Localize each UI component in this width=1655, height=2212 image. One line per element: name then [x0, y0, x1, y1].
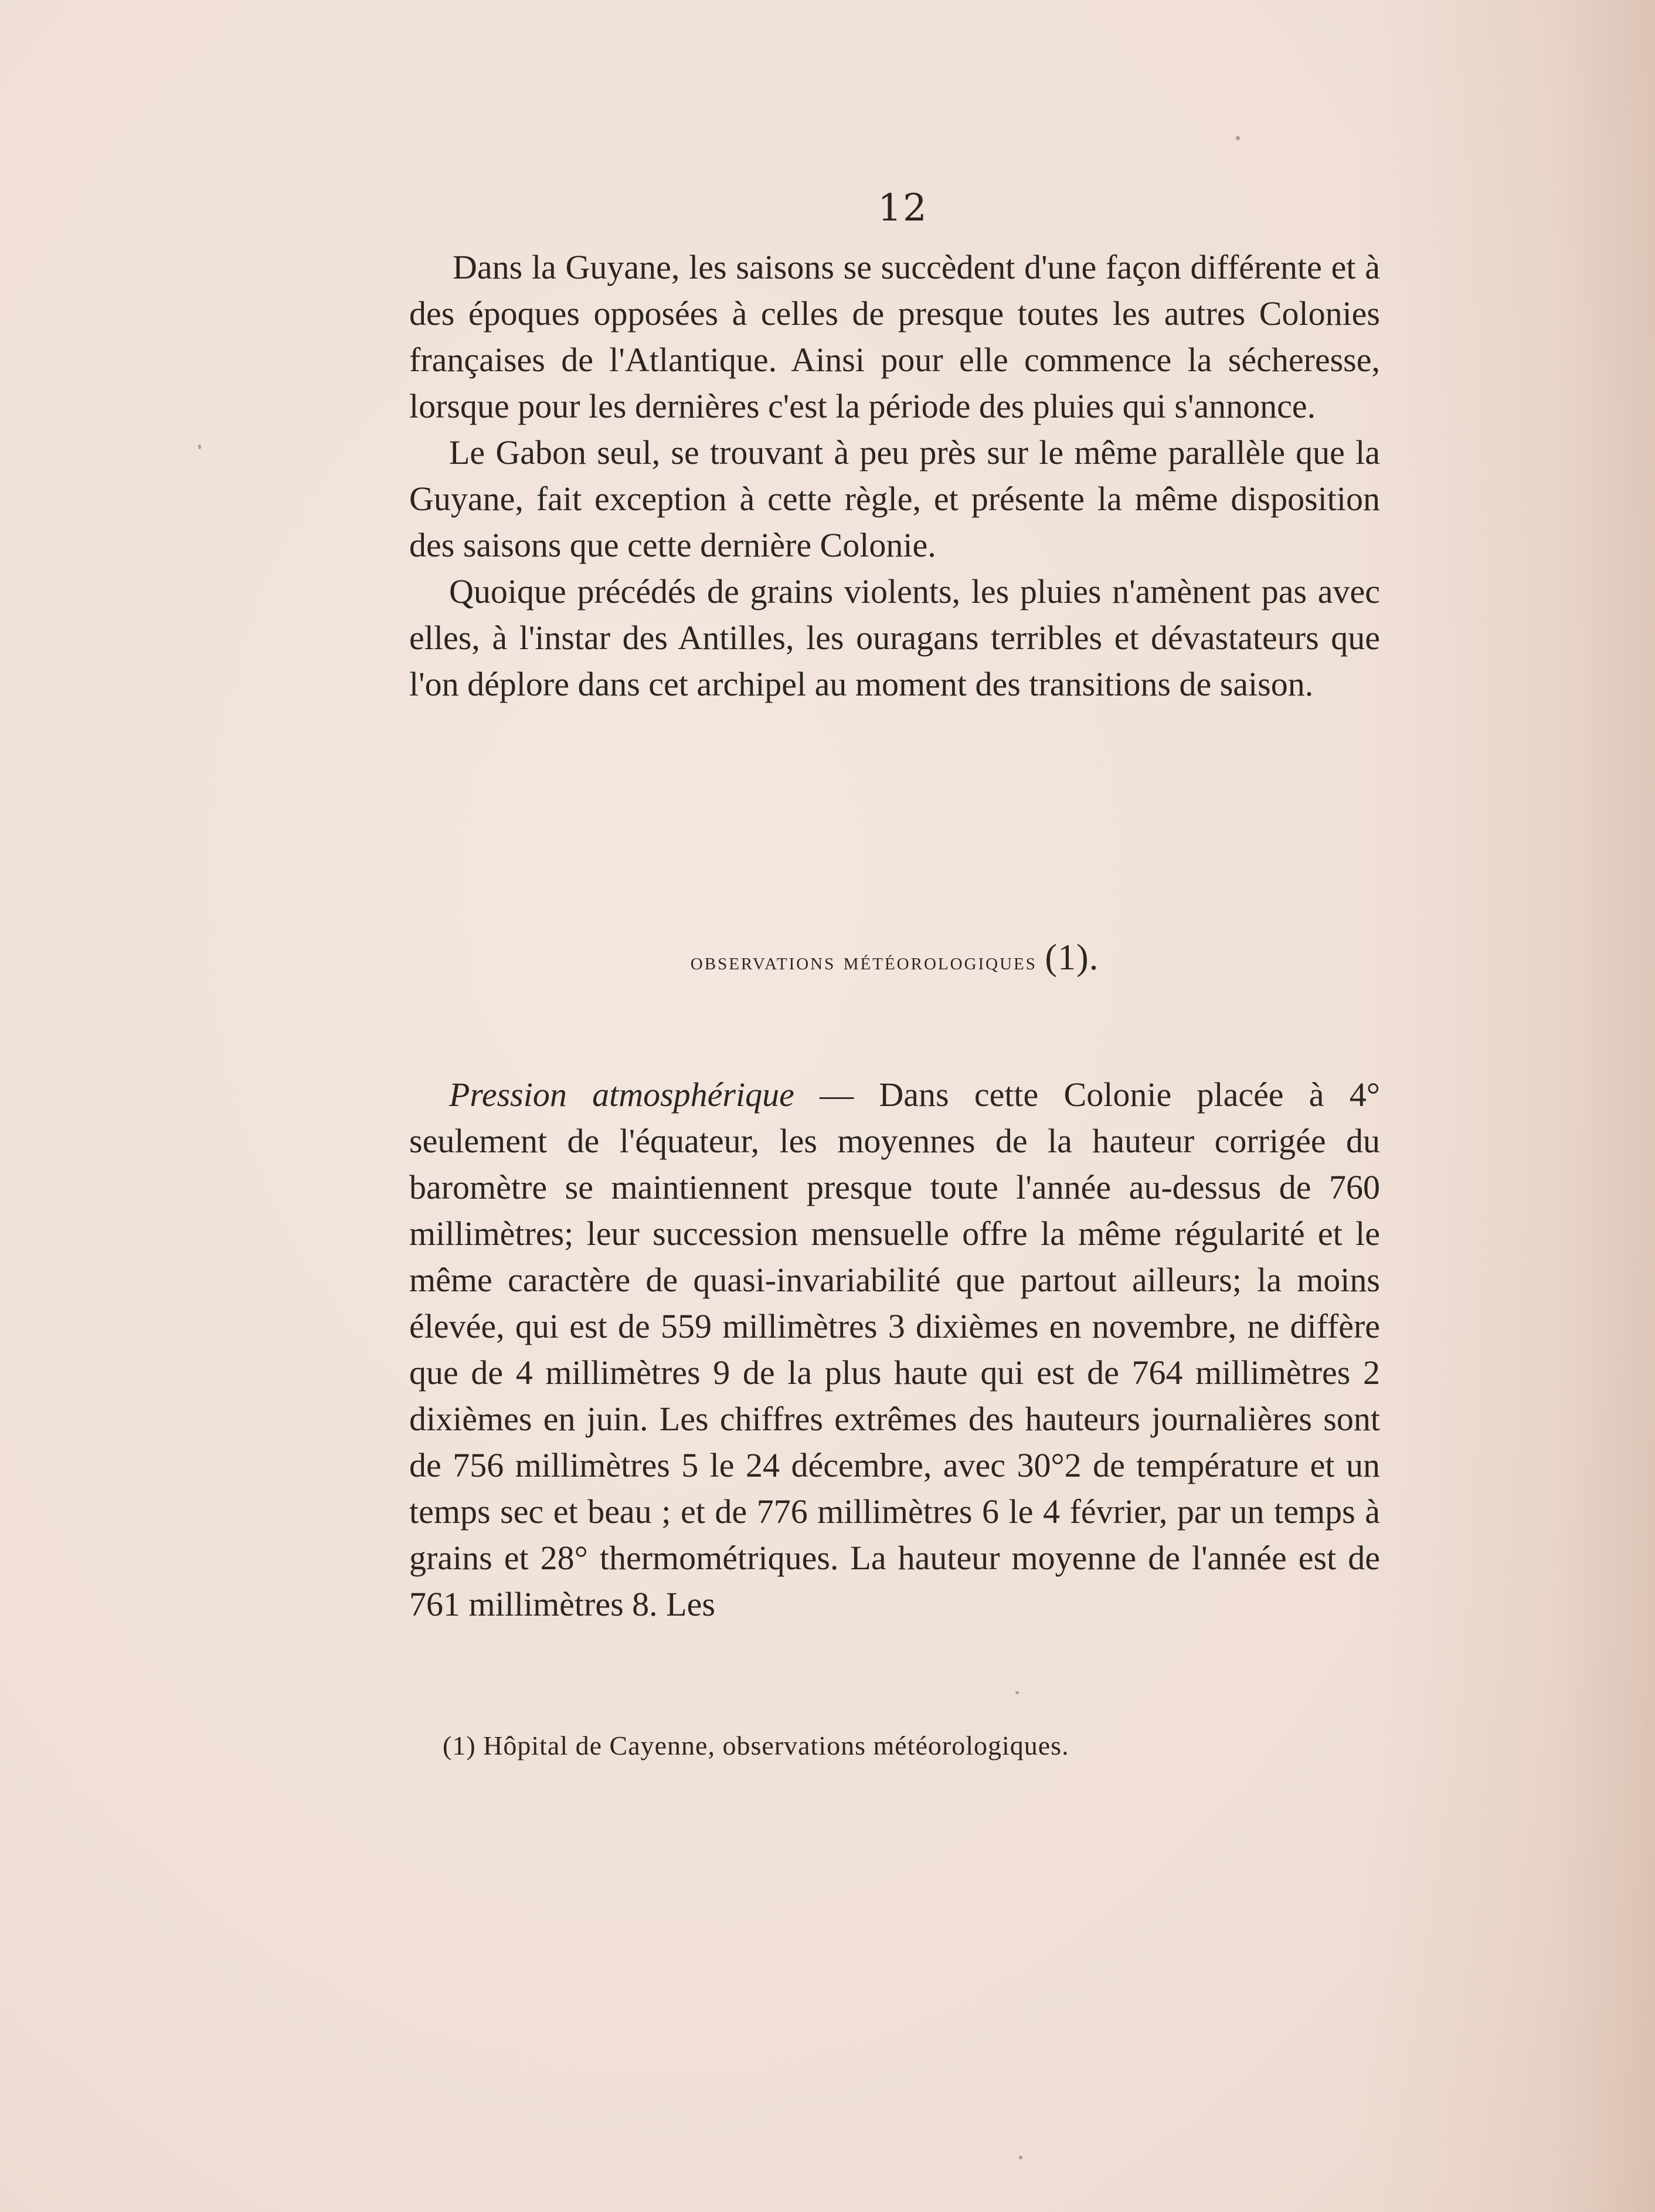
footnote-reference: (1). — [1045, 938, 1099, 978]
paragraph-gabon-exception: Le Gabon seul, se trouvant à peu près sur le même parallèle que la Guyane, fait exception à cette règle, et présente la même disposition des saisons que cette dernière Colonie. — [409, 433, 1380, 564]
paper-speck — [198, 445, 201, 449]
section-heading — [409, 937, 1380, 979]
pressure-text — [409, 1071, 1380, 1627]
intro-text — [409, 244, 1380, 707]
run-in-heading: Pression atmosphérique — [449, 1076, 794, 1114]
page-number: 12 — [878, 186, 928, 230]
paper-speck — [1015, 1691, 1019, 1694]
paper-speck — [1019, 2156, 1022, 2159]
pressure-body: — Dans cette Colonie placée à 4° seulement de l'équateur, les moyennes de la hauteur corrigée du baromètre se maintiennent presque toute l'année au-dessus de 760 millimètres; leur succession mensuelle offre la même régularité et le même caractère de quasi-invariabilité que partout ailleurs; la moins élevée, qui est de 559 millimètres 3 dixièmes en novembre, ne diffère que de 4 millimètres 9 de la plus haute qui est de 764 millimètres 2 dixièmes en juin. Les chiffres extrêmes des hauteurs journalières sont de 756 millimètres 5 le 24 décembre, avec 30°2 de température et un temps sec et beau ; et de 776 millimètres 6 le 4 février, par un temps à grains et 28° thermométriques. La hauteur moyenne de l'année est de 761 millimètres 8. Les — [409, 1076, 1381, 1623]
section-title: observations météorologiques — [690, 948, 1037, 975]
paragraph-atmospheric-pressure — [409, 1071, 1380, 1627]
footnote: (1) Hôpital de Cayenne, observations météorologiques. — [443, 1731, 1069, 1760]
paper-speck — [1236, 136, 1240, 140]
paragraph-storms: Quoique précédés de grains violents, les pluies n'amènent pas avec elles, à l'instar des Antilles, les ouragans terribles et dévastateurs que l'on déplore dans cet archipel au moment des transitions de saison. — [409, 572, 1380, 703]
paragraph-seasons-guyane: Dans la Guyane, les saisons se succèdent d'une façon différente et à des époques opposées à celles de presque toutes les autres Colonies françaises de l'Atlantique. Ainsi pour elle commence la sécheresse, lorsque pour les dernières c'est la période des pluies qui s'annonce. — [409, 248, 1380, 425]
